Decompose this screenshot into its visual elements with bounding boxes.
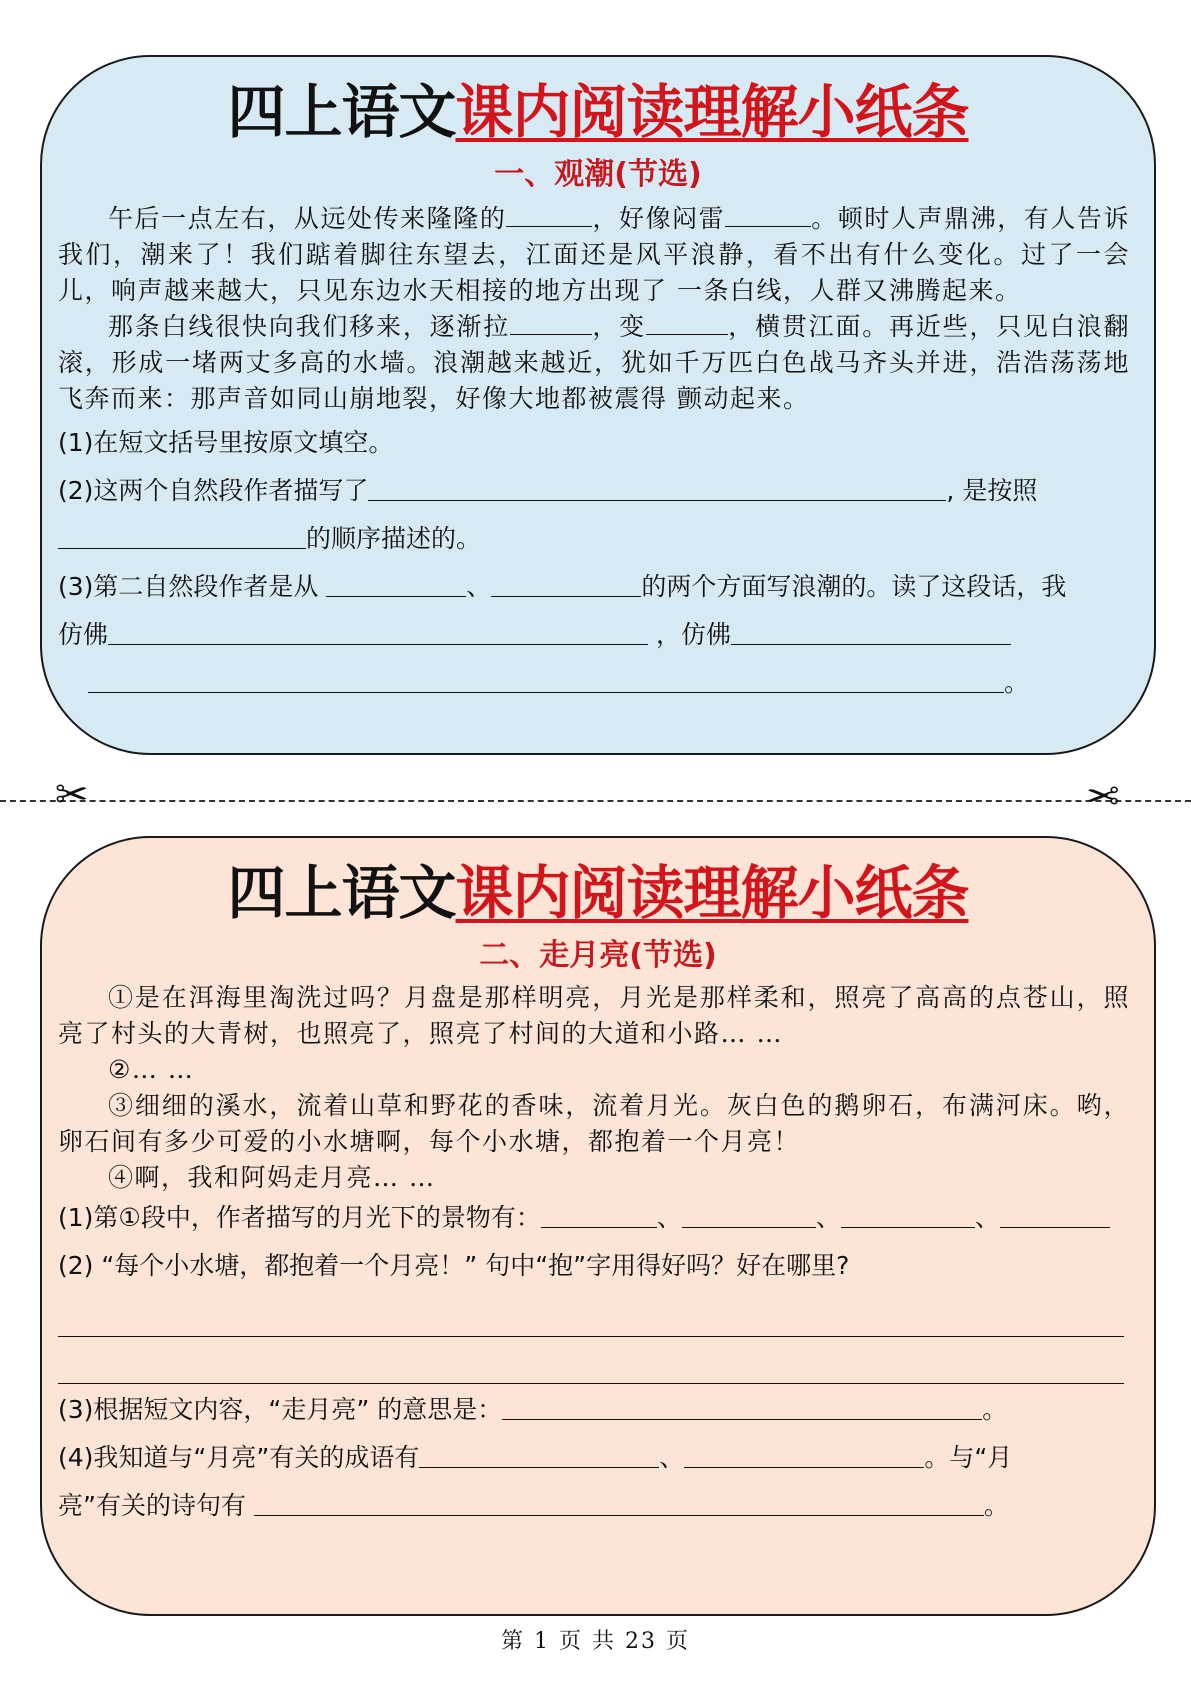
question-3-cont2: 。 [42, 659, 1154, 707]
answer-line[interactable] [58, 1290, 1124, 1337]
paragraph: 午后一点左右，从远处传来隆隆的 ，好像闷雷 。顿时人声鼎沸，有人告诉我们，潮来了！我们踮着脚往东望去，江面还是风平浪静，看不出有什么变化。过了一会儿，响声越来越大，只见东边水天相接的地方出现了 一条白线，人群又沸腾起来。 [58, 204, 1130, 305]
question-2: (2) “每个小水塘，都抱着一个月亮！” 句中“抱”字用得好吗？好在哪里? [58, 1251, 850, 1280]
paragraph: ④啊，我和阿妈走月亮… … [108, 1163, 436, 1192]
question-4-cont: 亮”有关的诗句有 。 [58, 1491, 1009, 1520]
answer-line[interactable] [368, 474, 946, 501]
question-2: (2)这两个自然段作者描写了 , 是按照 [58, 476, 1038, 505]
reading-card-1 [40, 55, 1156, 755]
title-red: 课内阅读理解小纸条 [455, 859, 969, 927]
title-black: 四上语文 [227, 78, 456, 146]
scissors-icon: ✂ [55, 772, 89, 818]
answer-line[interactable] [419, 1441, 659, 1468]
answer-line[interactable] [841, 1201, 975, 1228]
cut-line [0, 800, 1191, 802]
question-3: (3)第二自然段作者是从 、 的两个方面写浪潮的。读了这段话，我 [58, 572, 1067, 601]
question-4: (4)我知道与“月亮”有关的成语有 、 。与“月 [58, 1443, 1013, 1472]
section-subtitle: 一、观潮(节选) [494, 157, 702, 192]
answer-line[interactable] [541, 1201, 657, 1228]
passage [42, 980, 1154, 1196]
answer-line[interactable] [1000, 1201, 1110, 1228]
section-subtitle: 二、走月亮(节选) [479, 938, 717, 973]
scissors-icon: ✂ [1086, 774, 1120, 820]
answer-line[interactable] [58, 1337, 1124, 1384]
fill-blank[interactable] [506, 202, 592, 227]
question-3-cont: 仿佛 ，仿佛 [42, 611, 1154, 659]
fill-blank[interactable] [646, 310, 728, 335]
answer-line[interactable] [682, 1201, 816, 1228]
fill-blank[interactable] [725, 202, 811, 227]
paragraph: ①是在洱海里淘洗过吗？月盘是那样明亮，月光是那样柔和，照亮了高高的点苍山，照亮了村头的大青树，也照亮了，照亮了村间的大道和小路… … [58, 983, 1130, 1048]
page-footer: 第 1 页 共 23 页 [501, 1629, 690, 1654]
answer-line[interactable] [254, 1489, 984, 1516]
title-red: 课内阅读理解小纸条 [455, 78, 969, 146]
answer-line[interactable] [108, 618, 648, 645]
answer-line[interactable] [58, 522, 306, 549]
answer-line[interactable] [491, 570, 641, 597]
paragraph: 那条白线很快向我们移来，逐渐拉 ，变 ，横贯江面。再近些，只见白浪翻滚，形成一堵两丈多高的水墙。浪潮越来越近，犹如千万匹白色战马齐头并进，浩浩荡荡地飞奔而来：那声音如同山崩地裂，好像大地都被震得 颤动起来。 [58, 312, 1130, 413]
answer-line[interactable] [326, 570, 466, 597]
answer-line[interactable] [731, 618, 1011, 645]
page-title [42, 859, 1154, 927]
question-3: (3)根据短文内容，“走月亮” 的意思是： 。 [58, 1395, 1008, 1424]
page-title [42, 78, 1154, 146]
answer-line[interactable] [684, 1441, 924, 1468]
paragraph: ②… … [108, 1055, 195, 1084]
question-2-cont: 的顺序描述的。 [42, 515, 1154, 563]
question-1: (1)第①段中，作者描写的月光下的景物有： 、 、 、 [42, 1194, 1154, 1242]
fill-blank[interactable] [510, 310, 592, 335]
question-1: (1)在短文括号里按原文填空。 [58, 428, 394, 457]
title-black: 四上语文 [227, 859, 456, 927]
paragraph: ③细细的溪水，流着山草和野花的香味，流着月光。灰白色的鹅卵石，布满河床。哟，卵石间有多少可爱的小水塘啊，每个小水塘，都抱着一个月亮！ [58, 1091, 1130, 1156]
reading-card-2 [40, 836, 1156, 1616]
answer-line[interactable] [502, 1393, 982, 1420]
passage [42, 201, 1154, 417]
answer-line[interactable] [88, 666, 1004, 693]
